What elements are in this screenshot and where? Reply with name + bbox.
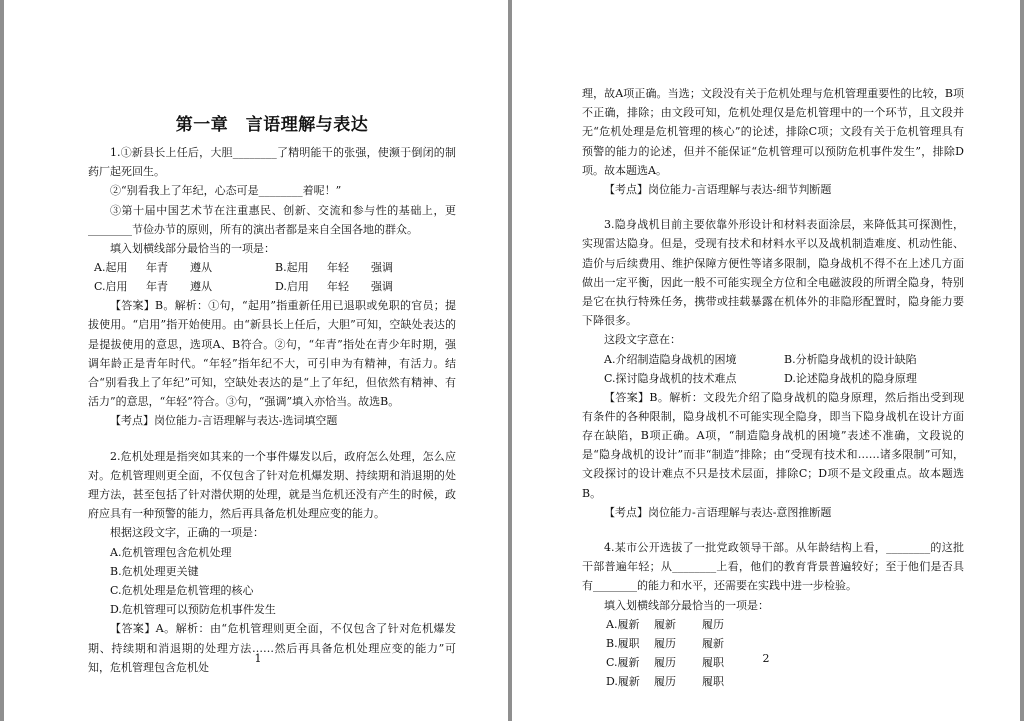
- q2-option-d: D.危机管理可以预防危机事件发生: [110, 603, 276, 617]
- option-text: C.履新: [606, 656, 640, 670]
- q3-options: [582, 350, 964, 388]
- q2-option-a: A.危机管理包含危机处理: [110, 545, 232, 559]
- option-text: 年青: [146, 280, 168, 294]
- q2-point: 【考点】岗位能力-言语理解与表达-细节判断题: [604, 183, 832, 197]
- page-number: 1: [254, 652, 262, 665]
- option-text: 履职: [702, 656, 724, 670]
- q1-option-b: [275, 258, 456, 277]
- q1-option-c: [94, 277, 275, 296]
- q1-options: [88, 258, 456, 296]
- page-number: 2: [762, 652, 770, 665]
- option-text: 年轻: [327, 261, 349, 275]
- option-text: 遵从: [190, 280, 212, 294]
- chapter-title: 第一章 言语理解与表达: [175, 115, 369, 135]
- q1-option-a: [94, 258, 275, 277]
- q1-option-d: [275, 277, 456, 296]
- q2-answer-continued: 理，故A项正确。当选；文段没有关于危机处理与危机管理重要性的比较，B项不正确，排除；由文段可知，危机处理仅是危机管理中的一个环节，且文段并无“危机处理是危机管理的核心”的论述，排除C项；文段有关于危机管理具有预警的能力的论述，但并不能保证“危机管理可以预防危机事件发生”，排除D项。故本题选A。: [582, 87, 964, 177]
- option-text: 履历: [654, 675, 676, 689]
- q3-option-c: C.探讨隐身战机的技术难点: [604, 371, 737, 385]
- q3-option-d: D.论述隐身战机的隐身原理: [784, 371, 917, 385]
- spacer: [88, 431, 456, 447]
- document-page-2: [512, 0, 1020, 721]
- q1-answer: 【答案】B。解析：①句，“起用”指重新任用已退职或免职的官员；提拔使用。“启用”指开始使用。由“新县长上任后，大胆”可知，空缺处表达的是提拔使用的意思，选项A、B符合。②句，“年青”指处在青少年时期，强调年龄正是青年时代。“年轻”指年纪不大，可引申为有精神，有活力。结合“别看我上了年纪”可知，空缺处表达的是“上了年纪，但依然有精神、有活力”的意思，“年轻”符合。③句，“强调”填入亦恰当。故选B。: [88, 299, 456, 409]
- page-2-content: [582, 84, 964, 692]
- q1-prompt: 填入划横线部分最恰当的一项是：: [110, 242, 275, 256]
- q1-sentence-3: ③第十届中国艺术节在注重惠民、创新、交流和参与性的基础上，更________节俭办节的原则，所有的演出者都是来自全国各地的群众。: [88, 203, 456, 236]
- document-page-1: [4, 0, 512, 721]
- option-text: 履新: [702, 637, 724, 651]
- q4-option-b: [606, 634, 964, 653]
- option-text: B.履职: [606, 637, 640, 651]
- q4-option-d: [606, 672, 964, 691]
- option-text: 强调: [371, 280, 393, 294]
- q1-sentence-1: 1.①新县长上任后，大胆________了精明能干的张强，使濒于倒闭的制药厂起死回生。: [88, 146, 456, 179]
- option-text: D.履新: [606, 675, 640, 689]
- page-1-content: [88, 110, 456, 677]
- q4-prompt: 填入划横线部分最恰当的一项是：: [604, 598, 769, 612]
- q3-option-a: A.介绍制造隐身战机的困境: [604, 352, 737, 366]
- option-text: B.起用: [275, 261, 309, 275]
- option-text: D.启用: [275, 280, 309, 294]
- option-text: A.起用: [94, 261, 128, 275]
- option-text: 年轻: [327, 280, 349, 294]
- option-text: 履职: [702, 675, 724, 689]
- option-text: C.启用: [94, 280, 128, 294]
- q1-point: 【考点】岗位能力-言语理解与表达-选词填空题: [110, 414, 338, 428]
- spacer: [582, 199, 964, 215]
- option-text: 遵从: [190, 261, 212, 275]
- q2-option-b: B.危机处理更关键: [110, 564, 199, 578]
- q3-point: 【考点】岗位能力-言语理解与表达-意图推断题: [604, 505, 832, 519]
- q2-answer: 【答案】A。解析：由“危机管理则更全面，不仅包含了针对危机爆发期、持续期和消退期的处理方法……然后再具备危机处理应变的能力”可知，危机管理包含危机处: [88, 622, 456, 674]
- q3-option-b: B.分析隐身战机的设计缺陷: [784, 352, 917, 366]
- q3-prompt: 这段文字意在：: [604, 333, 681, 347]
- option-text: 年青: [146, 261, 168, 275]
- q3-answer: 【答案】B。解析：文段先介绍了隐身战机的隐身原理，然后指出受到现有条件的各种限制，隐身战机不可能实现全隐身，即当下隐身战机在设计方面存在缺陷，B项正确。A项，“制造隐身战机的困境”表述不准确，文段说的是“隐身战机的设计”而非“制造”排除；由“受现有技术和……诸多限制”可知，文段探讨的设计难点不只是技术层面，排除C；D项不是文段重点。故本题选B。: [582, 390, 964, 500]
- q2-stem: 2.危机处理是指突如其来的一个事件爆发以后，政府怎么处理，怎么应对。危机管理则更全面，不仅包含了针对危机爆发期、持续期和消退期的处理方法，甚至包括了针对潜伏期的处理，就是当危机还没有产生的时候，政府应具有一种预警的能力，然后再具备危机处理应变的能力。: [88, 449, 456, 521]
- q2-option-c: C.危机处理是危机管理的核心: [110, 584, 254, 598]
- option-text: 履新: [654, 617, 676, 631]
- q1-sentence-2: ②“别看我上了年纪，心态可是________着呢！”: [110, 184, 342, 198]
- option-text: 履历: [654, 656, 676, 670]
- option-text: 履历: [702, 617, 724, 631]
- option-text: A.履新: [606, 617, 640, 631]
- spacer: [582, 522, 964, 538]
- option-text: 强调: [371, 261, 393, 275]
- option-text: 履历: [654, 637, 676, 651]
- q2-prompt: 根据这段文字，正确的一项是：: [110, 526, 264, 540]
- q4-option-a: [606, 615, 964, 634]
- q4-stem: 4.某市公开选拔了一批党政领导干部。从年龄结构上看，________的这批干部普遍年轻；从________上看，他们的教育背景普遍较好；至于他们是否具有________的能力和水平，还需要在实践中进一步检验。: [582, 541, 964, 593]
- q3-stem: 3.隐身战机目前主要依靠外形设计和材料表面涂层，来降低其可探测性，实现雷达隐身。但是，受现有技术和材料水平以及战机制造难度、机动性能、造价与后续费用、维护保障方便性等诸多限制，隐身战机不得不在上述几方面做出一定平衡，因此一般不可能实现全方位和全电磁波段的所谓全隐身，特别是它在执行特殊任务，携带或挂载暴露在机体外的非隐形配置时，隐身能力要下降很多。: [582, 218, 964, 328]
